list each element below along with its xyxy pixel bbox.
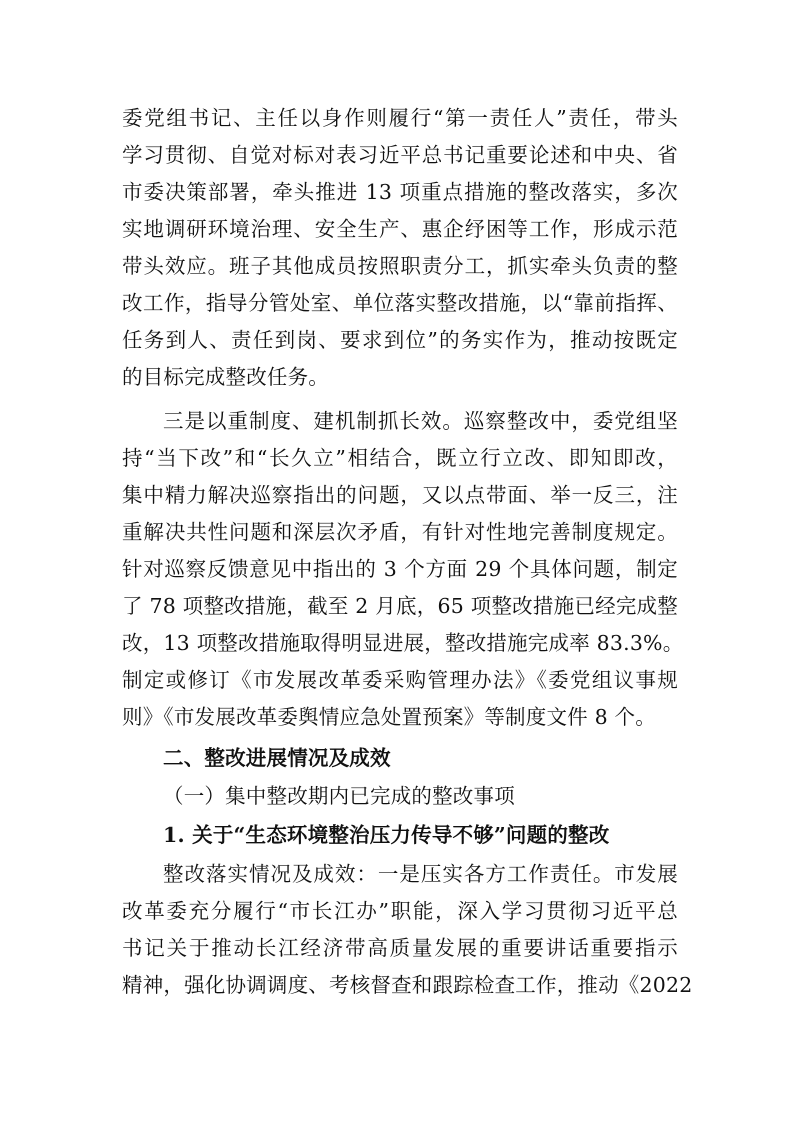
body-text-line: 书记关于推动长江经济带高质量发展的重要讲话重要指示	[122, 936, 678, 960]
paragraph-first-line: 整改落实情况及成效：一是压实各方工作责任。市发展	[163, 862, 678, 886]
body-text-line: 集中精力解决巡察指出的问题，又以点带面、举一反三，注	[122, 483, 678, 507]
item-heading: 1. 关于“生态环境整治压力传导不够”问题的整改	[163, 823, 610, 847]
body-text-line: 带头效应。班子其他成员按照职责分工，抓实牵头负责的整	[122, 254, 678, 278]
subsection-heading: （一）集中整改期内已完成的整改事项	[163, 784, 515, 808]
body-text-line: 委党组书记、主任以身作则履行“第一责任人”责任，带头	[122, 106, 678, 130]
body-text-line: 的目标完成整改任务。	[122, 365, 329, 389]
body-text-line: 实地调研环境治理、安全生产、惠企纾困等工作，形成示范	[122, 217, 678, 241]
body-text-line: 精神，强化协调调度、考核督查和跟踪检查工作，推动《2022	[122, 973, 693, 997]
body-text-line: 任务到人、责任到岗、要求到位”的务实作为，推动按既定	[122, 328, 678, 352]
body-text-line: 针对巡察反馈意见中指出的 3 个方面 29 个具体问题，制定	[122, 557, 678, 581]
body-text-line: 改工作，指导分管处室、单位落实整改措施，以“靠前指挥、	[122, 291, 678, 315]
body-text-line: 市委决策部署，牵头推进 13 项重点措施的整改落实，多次	[122, 180, 678, 204]
body-text-line: 重解决共性问题和深层次矛盾，有针对性地完善制度规定。	[122, 520, 678, 544]
body-text-line: 改，13 项整改措施取得明显进展，整改措施完成率 83.3%。	[122, 631, 684, 655]
body-text-line: 了 78 项整改措施，截至 2 月底，65 项整改措施已经完成整	[122, 594, 678, 618]
body-text-line: 学习贯彻、自觉对标对表习近平总书记重要论述和中央、省	[122, 143, 678, 167]
body-text-line: 持“当下改”和“长久立”相结合，既立行立改、即知即改，	[122, 446, 678, 470]
section-heading: 二、整改进展情况及成效	[163, 746, 391, 770]
body-text-line: 制定或修订《市发展改革委采购管理办法》《委党组议事规	[122, 668, 678, 692]
body-text-line: 则》《市发展改革委舆情应急处置预案》等制度文件 8 个。	[122, 705, 656, 729]
body-text-line: 改革委充分履行“市长江办”职能，深入学习贯彻习近平总	[122, 899, 678, 923]
paragraph-first-line: 三是以重制度、建机制抓长效。巡察整改中，委党组坚	[163, 409, 678, 433]
